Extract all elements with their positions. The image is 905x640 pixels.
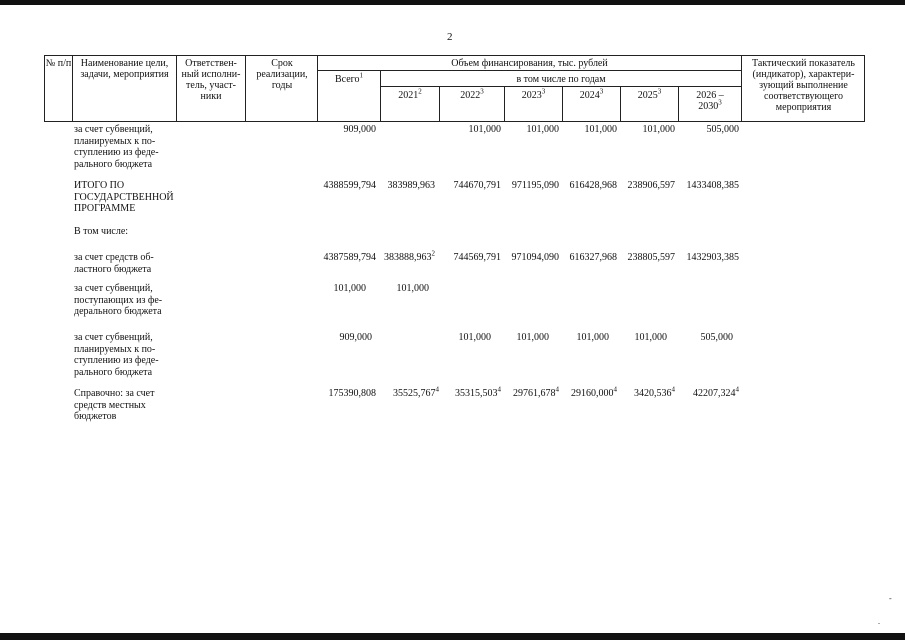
grid-v (864, 55, 865, 122)
row-value-2024: 29160,000$^4$ (571, 385, 617, 399)
header-num: № п/п (45, 58, 72, 69)
row-value-2025: 238906,597 (627, 180, 675, 191)
header-year-2022: 2022$^3$ (460, 87, 484, 101)
row-label: за счет субвенций, планируемых к по-ступлению из феде-рального бюджета (74, 124, 159, 170)
row-label: за счет субвенций, поступающих из фе-дерального бюджета (74, 283, 163, 317)
top-scan-border (0, 0, 905, 5)
row-label: В том числе: (74, 226, 129, 237)
row-value-2023: 971094,090 (511, 252, 559, 263)
row-value-2024: 101,000 (576, 332, 609, 343)
row-total: 101,000 (333, 283, 366, 294)
header-name: Наименование цели, задачи, мероприятия (80, 58, 169, 80)
page-number: 2 (447, 31, 453, 43)
row-value-2021: 383888,963$^2$ (384, 249, 435, 263)
row-label: за счет средств об-ластного бюджета (74, 252, 154, 275)
header-funding: Объем финансирования, тыс. рублей (451, 58, 608, 69)
years-subline (380, 86, 741, 87)
row-total: 909,000 (339, 332, 372, 343)
row-total: 4388599,794 (323, 180, 376, 191)
row-value-2026-2030: 1432903,385 (686, 252, 739, 263)
row-value-2026-2030: 1433408,385 (686, 180, 739, 191)
row-value-2021: 101,000 (396, 283, 429, 294)
header-indicator: Тактический показатель (индикатор), характери-зующий выполнение соответствующего мероприятия (752, 58, 855, 113)
row-label: Справочно: за счет средств местных бюджетов (74, 388, 155, 422)
row-value-2024: 616428,968 (569, 180, 617, 191)
grid-v (176, 55, 177, 122)
row-value-2026-2030: 505,000 (706, 124, 739, 135)
row-value-2021: 383989,963 (387, 180, 435, 191)
row-value-2023: 971195,090 (511, 180, 559, 191)
header-year-2025: 2025$^3$ (637, 87, 662, 101)
scan-speck: . (878, 617, 880, 626)
row-total: 909,000 (343, 124, 376, 135)
row-label: ИТОГО ПО ГОСУДАРСТВЕННОЙ ПРОГРАММЕ (74, 180, 174, 214)
row-value-2022: 744569,791 (453, 252, 501, 263)
row-value-2025: 101,000 (642, 124, 675, 135)
row-value-2026-2030: 505,000 (700, 332, 733, 343)
row-value-2023: 101,000 (526, 124, 559, 135)
header-year-2024: 2024$^3$ (579, 87, 604, 101)
header-responsible: Ответствен-ный исполни-тель, участ-ники (181, 58, 241, 102)
row-value-2022: 744670,791 (453, 180, 501, 191)
row-value-2023: 29761,678$^4$ (513, 385, 559, 399)
row-value-2022: 35315,503$^4$ (455, 385, 501, 399)
header-year-2026-2030: 2026 – 2030$^3$ (696, 90, 724, 112)
scan-speck: - (889, 594, 892, 603)
row-value-2023: 101,000 (516, 332, 549, 343)
grid-v (741, 55, 742, 122)
grid-v (245, 55, 246, 122)
row-value-2022: 101,000 (468, 124, 501, 135)
header-term: Срок реализации, годы (256, 58, 308, 91)
row-value-2024: 101,000 (584, 124, 617, 135)
grid-v (678, 86, 679, 122)
row-value-2022: 101,000 (458, 332, 491, 343)
row-label: за счет субвенций, планируемых к по-ступлению из феде-рального бюджета (74, 332, 159, 378)
header-year-2023: 2023$^3$ (521, 87, 546, 101)
row-value-2025: 238805,597 (627, 252, 675, 263)
bottom-scan-border (0, 633, 905, 640)
header-year-2021: 2021$^2$ (398, 87, 422, 101)
header-by-years: в том числе по годам (516, 74, 606, 85)
row-value-2024: 616327,968 (569, 252, 617, 263)
row-value-2025: 3420,536$^4$ (634, 385, 675, 399)
row-value-2026-2030: 42207,324$^4$ (693, 385, 739, 399)
header-total: Всего$^1$ (334, 71, 364, 85)
row-value-2025: 101,000 (634, 332, 667, 343)
row-total: 175390,808 (328, 388, 376, 399)
row-total: 4387589,794 (323, 252, 376, 263)
row-value-2021: 35525,767$^4$ (393, 385, 439, 399)
